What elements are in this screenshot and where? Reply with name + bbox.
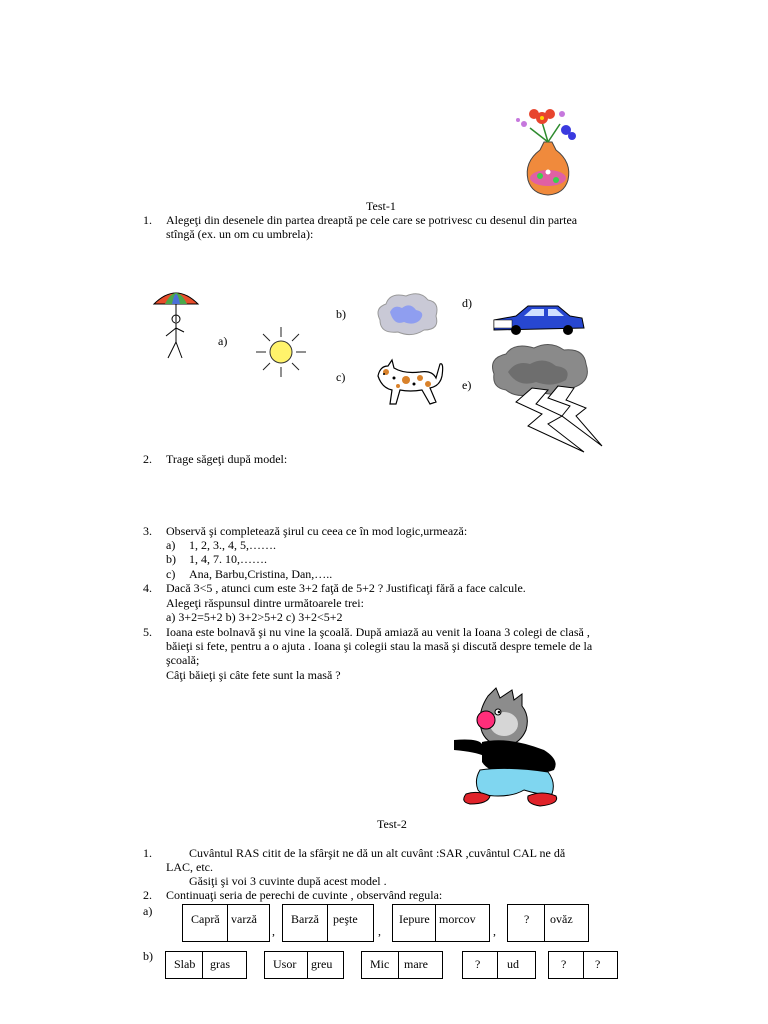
pair-a3-right: morcov (439, 912, 476, 926)
q3-item-a-text: 1, 2, 3., 4, 5,……. (189, 538, 276, 552)
pair-b1-left: Slab (174, 957, 196, 971)
pair-a2-left: Barză (291, 912, 319, 926)
pair-box-b4 (462, 951, 536, 979)
t2-q1-text-line3: Găsiţi şi voi 3 cuvinte după acest model . (189, 874, 387, 888)
t2-q2-text: Continuaţi seria de perechi de cuvinte , observând regula: (166, 888, 443, 902)
pair-box-b5 (548, 951, 618, 979)
t2-q2-number: 2. (143, 888, 152, 902)
pair-b5-right: ? (595, 957, 601, 971)
pair-a1-left: Capră (191, 912, 220, 926)
q3-text: Observă şi completează şirul cu ceea ce în mod logic,urmează: (166, 524, 468, 538)
cartoon-character-image (448, 686, 570, 814)
pair-box-a1 (182, 904, 270, 942)
man-with-umbrella-image (150, 288, 202, 362)
q1-text-line2: stîngă (ex. un om cu umbrela): (166, 227, 314, 241)
option-d-label: d) (462, 296, 472, 310)
q5-number: 5. (143, 625, 152, 639)
q4-text-line2: Alegeţi răspunsul dintre următoarele trei: (166, 596, 364, 610)
q5-text-line4: Câţi băieţi şi câte fete sunt la masă ? (166, 668, 341, 682)
flower-vase-image (500, 100, 590, 200)
q2-text: Trage săgeţi după model: (166, 452, 288, 466)
pair-b2-right: greu (311, 957, 333, 971)
storm-cloud-image (488, 342, 608, 454)
option-e-label: e) (462, 378, 472, 392)
separator-a1: , (272, 924, 275, 938)
q1-text-line1: Alegeţi din desenele din partea dreaptă pe cele care se potrivesc cu desenul din partea (166, 213, 578, 227)
q3-item-b-text: 1, 4, 7. 10,……. (189, 552, 267, 566)
q1-number: 1. (143, 213, 152, 227)
pair-b2-left: Usor (273, 957, 297, 971)
pair-b4-left: ? (475, 957, 481, 971)
pair-a2-right: peşte (333, 912, 358, 926)
pair-box-b2 (264, 951, 344, 979)
pair-b3-right: mare (404, 957, 428, 971)
pair-b5-left: ? (561, 957, 567, 971)
pair-a4-right: ovăz (550, 912, 573, 926)
row-b-label: b) (143, 949, 153, 963)
t2-q1-number: 1. (143, 846, 152, 860)
pair-box-b1 (165, 951, 247, 979)
t2-q1-text-line1: Cuvântul RAS citit de la sfârşit ne dă un alt cuvânt :SAR ,cuvântul CAL ne dă (189, 846, 566, 860)
t2-q1-text-line2: LAC, etc. (166, 860, 213, 874)
pair-box-b3 (361, 951, 443, 979)
pair-a1-right: varză (231, 912, 257, 926)
q5-text-line3: şcoală; (166, 653, 200, 667)
q3-item-b-label: b) (166, 552, 176, 566)
test2-title: Test-2 (377, 817, 407, 831)
option-b-label: b) (336, 307, 346, 321)
pair-b1-right: gras (210, 957, 230, 971)
q3-item-a-label: a) (166, 538, 176, 552)
pair-box-a2 (282, 904, 374, 942)
q4-number: 4. (143, 581, 152, 595)
pair-b4-right: ud (507, 957, 519, 971)
pair-b3-left: Mic (370, 957, 390, 971)
q3-item-c-text: Ana, Barbu,Cristina, Dan,….. (189, 567, 333, 581)
separator-a3: , (493, 924, 496, 938)
pair-a4-left: ? (524, 912, 530, 926)
pair-box-a4 (507, 904, 589, 942)
q3-number: 3. (143, 524, 152, 538)
sun-image (253, 325, 309, 379)
pair-box-a3 (392, 904, 490, 942)
option-a-label: a) (218, 334, 228, 348)
row-a-label: a) (143, 904, 153, 918)
cat-image (370, 354, 444, 410)
q3-item-c-label: c) (166, 567, 176, 581)
q4-text-line3: a) 3+2=5+2 b) 3+2>5+2 c) 3+2<5+2 (166, 610, 343, 624)
car-image (492, 302, 586, 336)
q2-number: 2. (143, 452, 152, 466)
q5-text-line2: băieţi si fete, pentru a o ajuta . Ioana şi colegii stau la masă şi discută despre temele de la (166, 639, 593, 653)
q4-text-line1: Dacă 3<5 , atunci cum este 3+2 faţă de 5+2 ? Justificaţi fără a face calcule. (166, 581, 526, 595)
pair-a3-left: Iepure (399, 912, 430, 926)
separator-a2: , (378, 924, 381, 938)
q5-text-line1: Ioana este bolnavă şi nu vine la şcoală. După amiază au venit la Ioana 3 colegi de clasă , (166, 625, 590, 639)
test1-title: Test-1 (366, 199, 396, 213)
option-c-label: c) (336, 370, 346, 384)
cloud-image (372, 290, 442, 338)
